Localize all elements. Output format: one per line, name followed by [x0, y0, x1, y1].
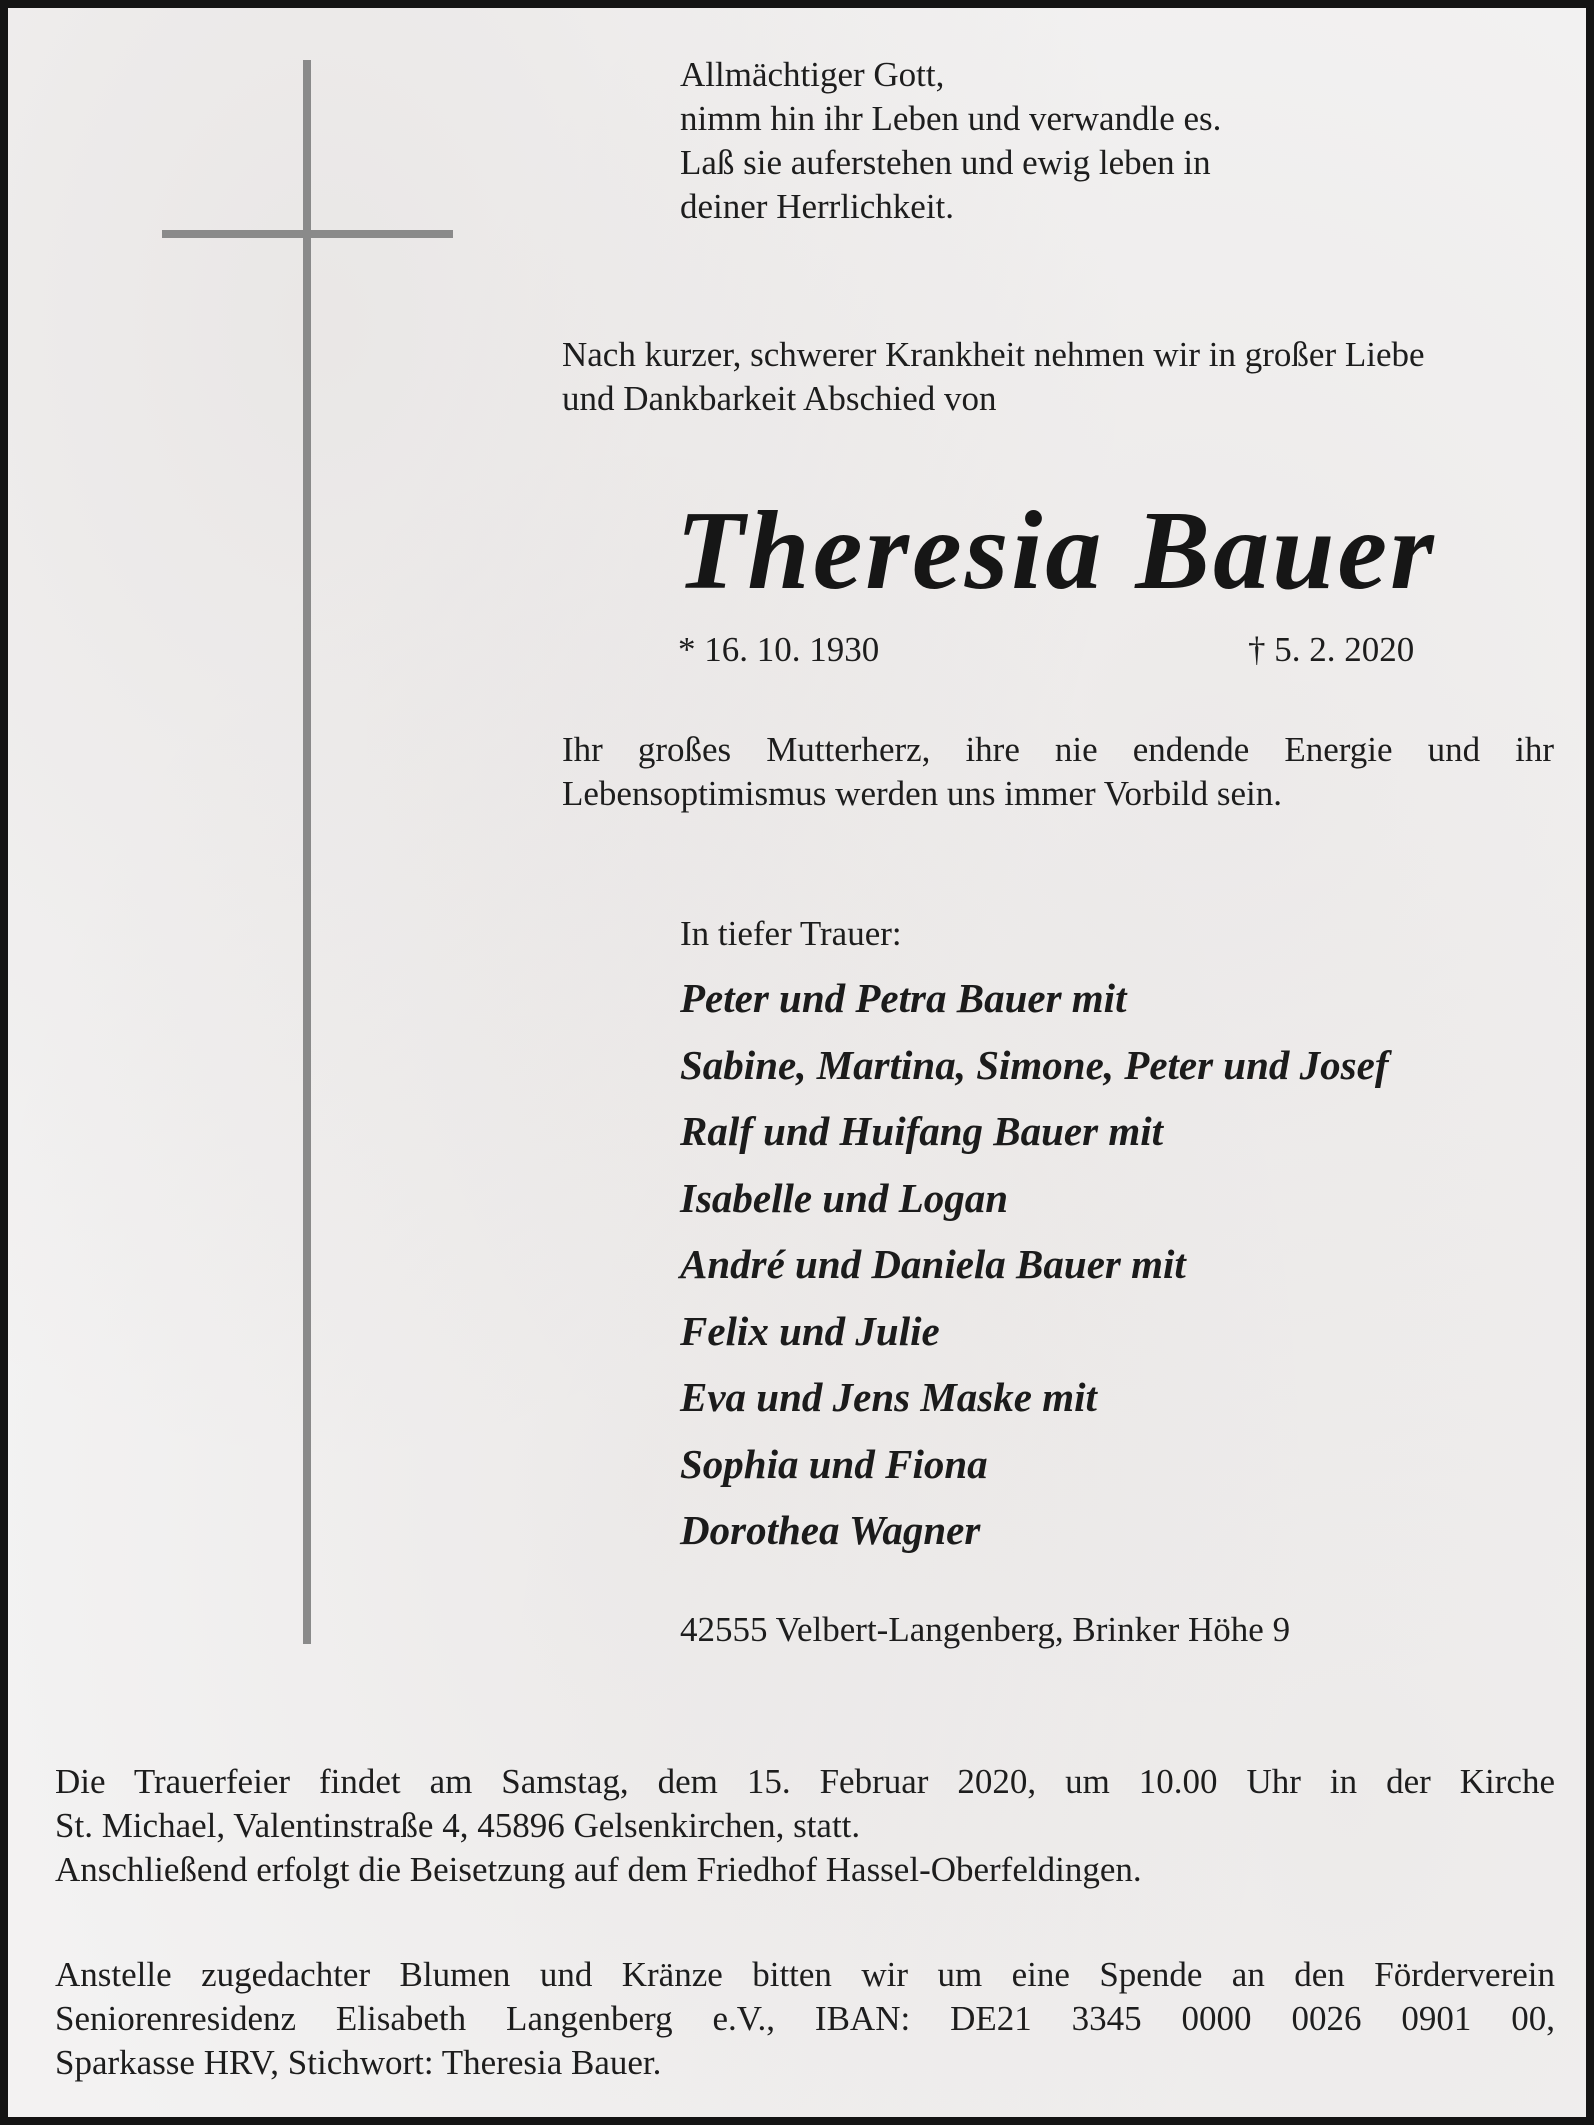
- prayer-text: [680, 53, 1221, 229]
- intro-line: und Dankbarkeit Abschied von: [562, 379, 997, 418]
- mourner-entry: André und Daniela Bauer mit: [680, 1241, 1186, 1287]
- quote-line: Ihr großes Mutterherz, ihre nie endende Energie und ihr: [562, 730, 1554, 769]
- prayer-line: deiner Herrlichkeit.: [680, 187, 955, 226]
- ceremony-line: Anschließend erfolgt die Beisetzung auf dem Friedhof Hassel-Oberfeldingen.: [55, 1850, 1142, 1889]
- mourner-entry: Felix und Julie: [680, 1307, 940, 1354]
- donation-line: Seniorenresidenz Elisabeth Langenberg e.V., IBAN: DE21 3345 0000 0026 0901 00,: [55, 1999, 1555, 2038]
- tribute-quote: [562, 728, 1554, 816]
- ceremony-info: [55, 1760, 1555, 1892]
- mourning-label: In tiefer Trauer:: [680, 914, 902, 953]
- birth-date: * 16. 10. 1930: [678, 630, 880, 669]
- mourner-entry: Sophia und Fiona: [680, 1440, 988, 1487]
- donation-line: Anstelle zugedachter Blumen und Kränze bitten wir um eine Spende an den Förderverein: [55, 1955, 1555, 1994]
- mourner-entry: Isabelle und Logan: [680, 1174, 1009, 1221]
- mourner-entry: Peter und Petra Bauer mit: [680, 975, 1127, 1021]
- ceremony-line: St. Michael, Valentinstraße 4, 45896 Gelsenkirchen, statt.: [55, 1806, 861, 1845]
- mourners-list: [680, 965, 1388, 1564]
- mourner-entry: Ralf und Huifang Bauer mit: [680, 1108, 1164, 1154]
- death-date: † 5. 2. 2020: [1248, 630, 1415, 669]
- cross-icon-horizontal-beam: [162, 230, 453, 238]
- prayer-line: nimm hin ihr Leben und verwandle es.: [680, 99, 1222, 138]
- deceased-name: Theresia Bauer: [676, 489, 1437, 613]
- intro-line: Nach kurzer, schwerer Krankheit nehmen wir in großer Liebe: [562, 335, 1425, 374]
- donation-info: [55, 1953, 1555, 2085]
- mourner-entry: Dorothea Wagner: [680, 1507, 981, 1553]
- ceremony-line: Die Trauerfeier findet am Samstag, dem 15. Februar 2020, um 10.00 Uhr in der Kirche: [55, 1762, 1555, 1801]
- intro-text: [562, 333, 1425, 421]
- cross-icon-vertical-beam: [303, 60, 311, 1644]
- family-address: 42555 Velbert-Langenberg, Brinker Höhe 9: [680, 1610, 1291, 1649]
- quote-line: Lebensoptimismus werden uns immer Vorbild sein.: [562, 774, 1283, 813]
- donation-line: Sparkasse HRV, Stichwort: Theresia Bauer.: [55, 2043, 662, 2082]
- mourner-entry: Sabine, Martina, Simone, Peter und Josef: [680, 1041, 1389, 1088]
- prayer-line: Allmächtiger Gott,: [680, 55, 945, 94]
- mourner-entry: Eva und Jens Maske mit: [680, 1374, 1097, 1420]
- prayer-line: Laß sie auferstehen und ewig leben in: [680, 143, 1211, 182]
